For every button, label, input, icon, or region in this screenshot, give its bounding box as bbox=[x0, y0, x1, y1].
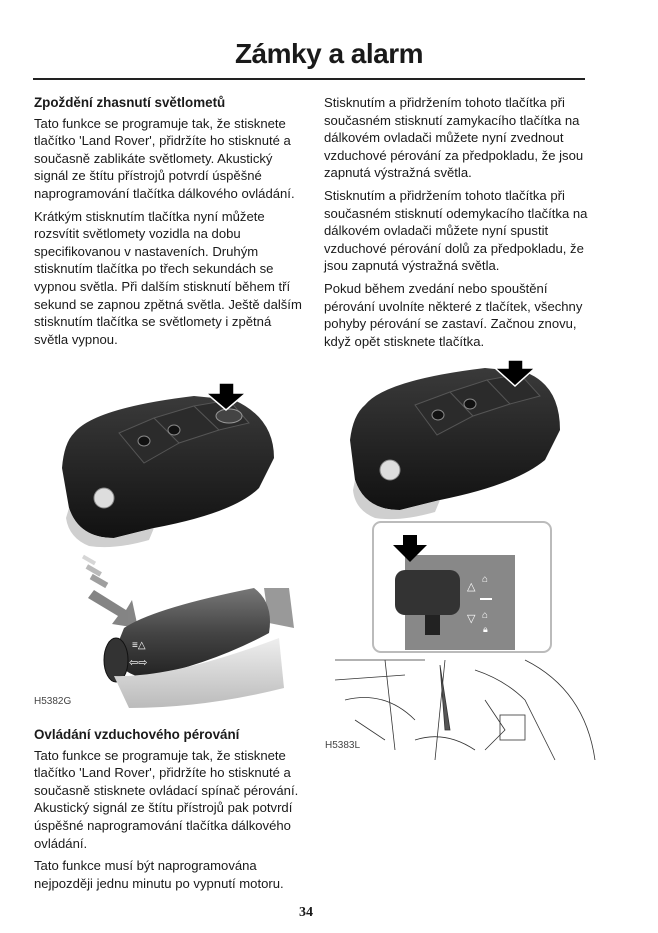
page-number: 34 bbox=[299, 905, 313, 920]
svg-text:▽: ▽ bbox=[467, 613, 476, 625]
svg-text:⇦⇨: ⇦⇨ bbox=[129, 657, 148, 669]
page-title: Zámky a alarm bbox=[234, 38, 424, 69]
svg-text:≡△: ≡△ bbox=[132, 640, 146, 651]
section-heading-air-suspension: Ovládání vzduchového pérování bbox=[34, 727, 240, 742]
paragraph: Stisknutím a přidržením tohoto tlačítka při současném stisknutí odemykacího tlačítka na dálkovém ovladači můžete nyní spustit vzduchové pérování dolů za předpokladu, že jsou zapnutá výstražná světla. bbox=[324, 187, 588, 274]
section-heading-headlight-delay: Zpoždění zhasnutí světlometů bbox=[34, 95, 226, 110]
paragraph: Stisknutím a přidržením tohoto tlačítka při současném stisknutí zamykacího tlačítka na dálkovém ovladači můžete nyní zvednout vzduchové pérování za předpokladu, že jsou zapnutá výstražná světla. bbox=[324, 95, 584, 181]
svg-text:⌂: ⌂ bbox=[482, 574, 489, 585]
paragraph: Krátkým stisknutím tlačítka nyní můžete rozsvítit světlomety vozidla na dobu specifikovanou v nastaveních. Druhým stisknutím tlačítka po třech sekundách se vypnou světla. Při dalším stisknutí během tří sekund se zapnou zpětná světla. Ještě dalším stisknutím tlačítka se světlomety i zpětná světla vypnou. bbox=[34, 208, 302, 347]
figure-key-fob-and-suspension-switch bbox=[325, 360, 600, 770]
title-divider bbox=[33, 78, 585, 80]
svg-text:🔒︎: 🔒︎ bbox=[483, 624, 488, 634]
arrow-diagonal-icon bbox=[82, 555, 138, 628]
paragraph: Tato funkce se programuje tak, že stisknete tlačítko 'Land Rover', přidržíte ho stisknuté a současně zablikáte světlomety. Akustický signál ze štítu přístrojů potvrdí úspěšné naprogramování tlačítka dálkového ovládání. bbox=[34, 115, 295, 201]
figure-key-fob-and-light-stalk bbox=[34, 378, 304, 708]
left-column-bottom bbox=[34, 726, 309, 897]
paragraph: Tato funkce musí být naprogramována nejpozději jednu minutu po vypnutí motoru. bbox=[34, 858, 284, 891]
figure-code: H5382G bbox=[34, 696, 72, 707]
svg-text:⌂: ⌂ bbox=[482, 610, 489, 621]
figure-code: H5383L bbox=[325, 740, 361, 751]
left-column-top bbox=[34, 94, 309, 353]
suspension-switch-illustration bbox=[325, 360, 600, 770]
paragraph: Pokud během zvedání nebo spouštění pérování uvolníte některé z tlačítek, všechny pohyby pérování se zastaví. Začnou znovu, když opět stisknete tlačítka. bbox=[324, 280, 583, 349]
paragraph: Tato funkce se programuje tak, že stisknete tlačítko 'Land Rover', přidržíte ho stisknuté a současně stisknete ovládací spínač pérování. Akustický signál ze štítu přístrojů pak potvrdí úspěšné naprogramování tlačítka dálkového ovládání. bbox=[34, 747, 299, 851]
svg-text:△: △ bbox=[467, 581, 476, 593]
key-fob-illustration bbox=[34, 378, 304, 708]
right-column-top bbox=[324, 94, 599, 355]
